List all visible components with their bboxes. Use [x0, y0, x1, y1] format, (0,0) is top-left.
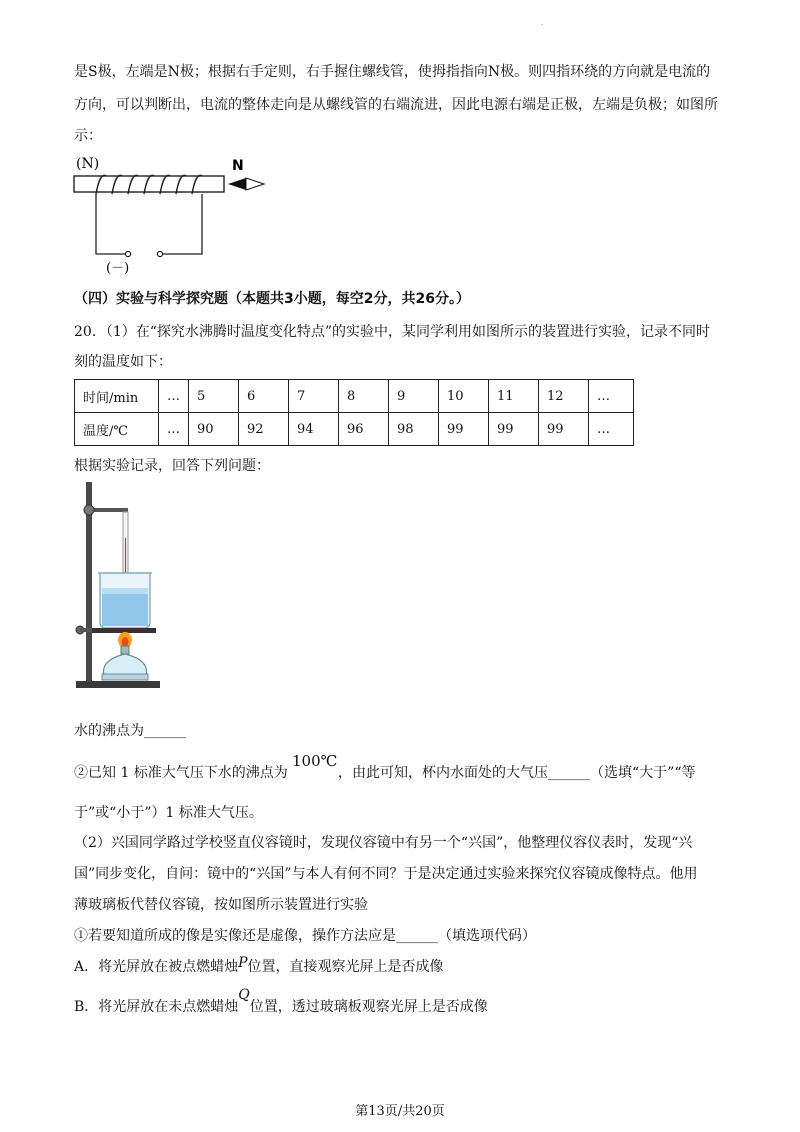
part2-question1: ①若要知道所成的像是实像还是虚像，操作方法应是______（填选项代码）	[74, 928, 536, 944]
table-cell: 99	[489, 413, 539, 446]
part2-line1: （2）兴国同学路过学校竖直仪容镜时，发现仪容镜中有另一个“兴国”，他整理仪容仪表时，发现“兴	[74, 835, 693, 851]
stand-base	[76, 681, 160, 688]
option-b-text-end: 位置，透过玻璃板观察光屏上是否成像	[249, 999, 488, 1015]
table-cell: 6	[239, 380, 289, 413]
para1-line3: 示：	[74, 128, 102, 144]
after-table-text: 根据实验记录，回答下列问题：	[74, 458, 270, 474]
table-cell: 90	[189, 413, 239, 446]
table-cell: 5	[189, 380, 239, 413]
table-cell: 99	[439, 413, 489, 446]
part2-line3: 薄玻璃板代替仪容镜，按如图所示装置进行实验	[74, 897, 368, 913]
table-cell: …	[159, 380, 189, 413]
compass-n-label: N	[232, 158, 244, 174]
table-cell: 8	[339, 380, 389, 413]
variable-q: Q	[238, 987, 250, 1003]
terminal-left	[125, 251, 130, 256]
option-a-text-start: A．将光屏放在被点燃蜡烛	[74, 959, 239, 975]
table-cell: 96	[339, 413, 389, 446]
table-cell: 10	[439, 380, 489, 413]
q20-sub2-part-c: 于”或“小于”）1 标准大气压。	[74, 805, 263, 821]
top-clamp-knob	[84, 505, 94, 515]
table-cell: 98	[389, 413, 439, 446]
table-cell: 12	[539, 380, 589, 413]
option-b	[74, 987, 734, 1017]
table-cell: …	[159, 413, 189, 446]
q20-sub1: 水的沸点为______	[74, 723, 186, 739]
q20-sub2-part-a: ②已知 1 标准大气压下水的沸点为	[74, 765, 288, 781]
boiling-temp-value: 100℃	[292, 752, 338, 770]
terminal-minus-label: (－)	[106, 261, 130, 275]
para1-line2: 方向，可以判断出，电流的整体走向是从螺线管的右端流进，因此电源右端是正极，左端是负极；如图所	[74, 97, 718, 113]
q20-intro-line1: 20．（1）在“探究水沸腾时温度变化特点”的实验中，某同学利用如图所示的装置进行实验，记录不同时	[74, 324, 711, 340]
solenoid-coils	[96, 175, 202, 194]
variable-p: P	[238, 955, 248, 971]
top-mark: .	[541, 18, 544, 27]
table-cell: 9	[389, 380, 439, 413]
option-a-text-end: 位置，直接观察光屏上是否成像	[247, 959, 444, 975]
compass-needle-icon	[228, 178, 264, 190]
table-cell: 7	[289, 380, 339, 413]
alcohol-lamp-icon	[102, 646, 148, 680]
table-cell: …	[589, 380, 634, 413]
solenoid-circuit-figure	[70, 150, 280, 275]
page-footer: 第13页/共20页	[355, 1104, 445, 1119]
q20-sub2-part-b: ，由此可知，杯内水面处的大气压______（选填“大于”“等	[338, 765, 696, 781]
table-cell: 92	[239, 413, 289, 446]
temperature-table	[74, 379, 634, 446]
table-row-temperature	[75, 413, 634, 446]
circuit-wires	[96, 194, 202, 254]
table-cell: …	[589, 413, 634, 446]
table-cell: 11	[489, 380, 539, 413]
table-row-time	[75, 380, 634, 413]
beaker-icon	[98, 573, 152, 628]
section-heading: （四）实验与科学探究题（本题共3小题，每空2分，共26分。）	[74, 291, 470, 307]
q20-intro-line2: 刻的温度如下：	[74, 354, 172, 370]
boiling-apparatus-figure	[70, 478, 170, 693]
table-cell: 时间/min	[75, 380, 159, 413]
solenoid-n-label: (N)	[76, 156, 100, 172]
para1-line1: 是S极，左端是N极；根据右手定则，右手握住螺线管，使拇指指向N极。则四指环绕的方向就是电流的	[74, 64, 711, 80]
option-b-text-start: B．将光屏放在未点燃蜡烛	[74, 999, 239, 1015]
table-cell: 温度/℃	[75, 413, 159, 446]
part2-line2: 国”同步变化，自问：镜中的“兴国”与本人有何不同？于是决定通过实验来探究仪容镜成像特点。他用	[74, 866, 698, 882]
option-a	[74, 957, 734, 977]
table-cell: 99	[539, 413, 589, 446]
terminal-right	[157, 251, 162, 256]
table-cell: 94	[289, 413, 339, 446]
